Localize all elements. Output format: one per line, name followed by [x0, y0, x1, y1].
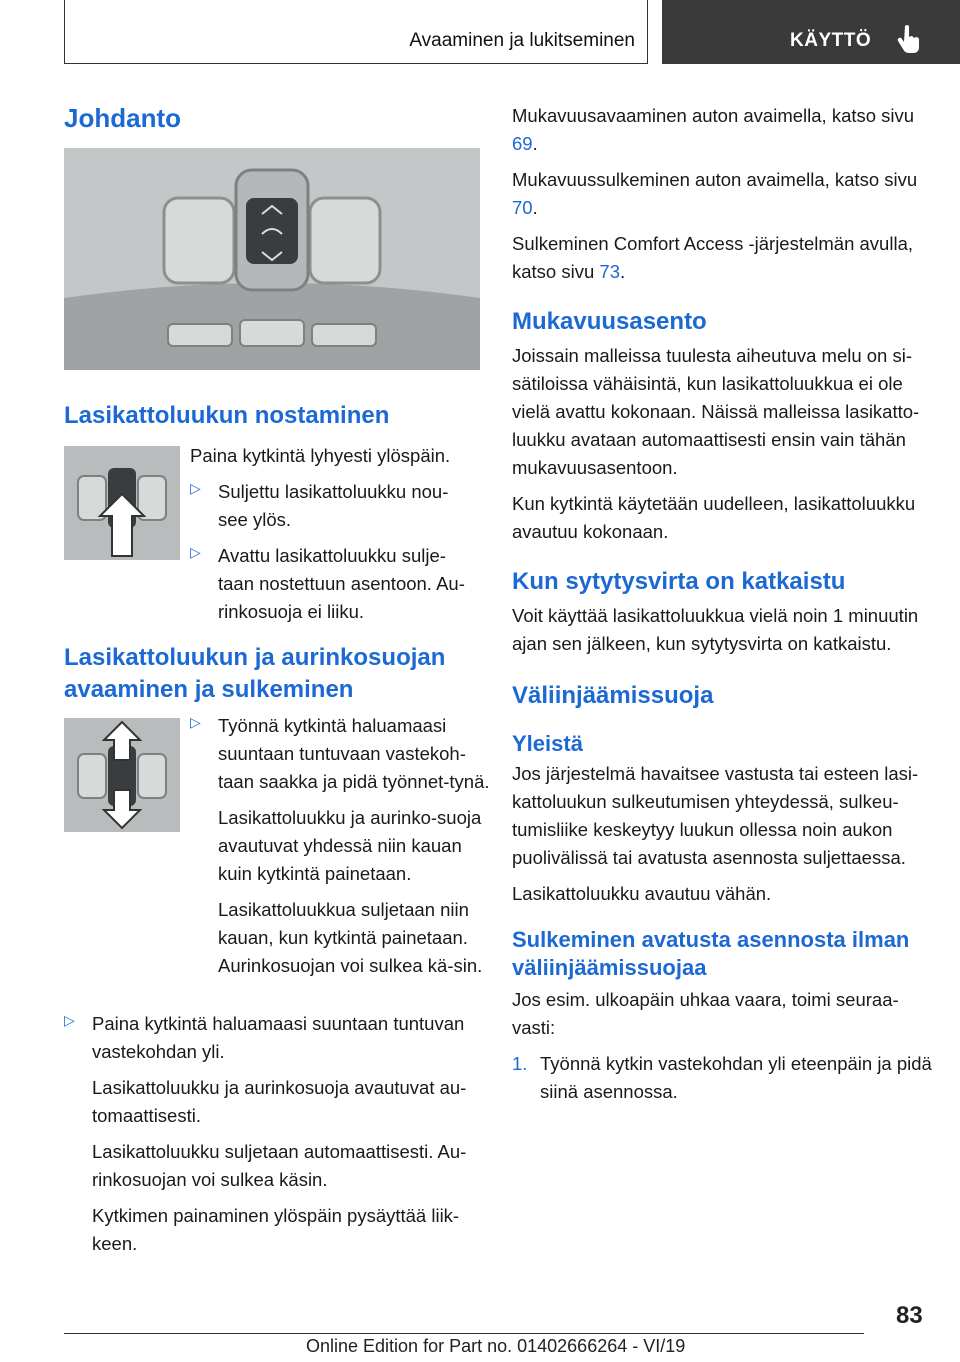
page-link-69[interactable]: 69 — [512, 133, 533, 154]
lift-instruction: Paina kytkintä lyhyesti ylöspäin. — [190, 445, 451, 466]
switch-open-close-photo — [64, 718, 180, 832]
open-bullet-1: ▷ Työnnä kytkintä haluamaasi suuntaan tuntuvaan vastekoh-taan saakka ja pidä työnnet-tynä. Lasikattoluukku ja aurinko-suoja avautuvat yhdessä niin kauan kuin kytkintä painetaan. Lasikattoluukkua suljetaan niin kauan, kun kytkintä painetaan. Aurinkosuojan voi sulkea kä-sin. — [190, 714, 490, 976]
footer-divider — [64, 1333, 864, 1334]
ignition-paragraph: Voit käyttää lasikattoluukkua vielä noin 1 minuutin ajan sen jälkeen, kun sytytysvirta on katkaistu. — [512, 605, 919, 654]
bullet-triangle-icon: ▷ — [190, 480, 201, 496]
heading-lift: Lasikattoluukun nostaminen — [64, 402, 390, 429]
heading-comfort-position: Mukavuusasento — [512, 308, 707, 335]
general-paragraph-2: Lasikattoluukku avautuu vähän. — [512, 883, 772, 904]
heading-general: Yleistä — [512, 731, 583, 756]
heading-closing-without-protection: Sulkeminen avatusta asennosta ilman väliinjäämissuojaa — [512, 927, 910, 980]
header-section-title: Avaaminen ja lukitseminen — [409, 30, 635, 51]
switch-open-close-illustration — [64, 718, 180, 832]
comfort-paragraph-2: Kun kytkintä käytetään uudelleen, lasikattoluukku avautuu kokonaan. — [512, 493, 916, 542]
hand-pointer-icon — [896, 24, 922, 54]
closing-paragraph: Jos esim. ulkoapäin uhkaa vaara, toimi seuraa-vasti: — [512, 989, 899, 1038]
open-bullet-2: ▷ Paina kytkintä haluamaasi suuntaan tuntuvan vastekohdan yli. Lasikattoluukku ja aurinkosuoja avautuvat au-tomaattisesti. Lasikattoluukku suljetaan automaattisesti. Au-rinkosuojan voi sulkea käsin. Kytkimen painaminen ylöspäin pysäyttää liik-keen. — [64, 1012, 467, 1254]
heading-pinch-protection: Väliinjäämissuoja — [512, 682, 714, 709]
switch-lift-photo — [64, 446, 180, 560]
bullet-triangle-icon: ▷ — [190, 714, 201, 730]
ref-comfort-close: Mukavuussulkeminen auton avaimella, katso sivu 70. — [512, 169, 918, 218]
page-link-70[interactable]: 70 — [512, 197, 533, 218]
header-chapter-title: KÄYTTÖ — [790, 30, 872, 51]
general-paragraph-1: Jos järjestelmä havaitsee vastusta tai esteen lasi-kattoluukun sulkeutumisen yhteydessä, sulkeu-tumisliike keskeytyy luukun ollessa noin aukon puolivälissä tai avatusta asennosta suljettaessa. — [512, 763, 919, 868]
heading-open-close: Lasikattoluukun ja aurinkosuojan avaaminen ja sulkeminen — [64, 644, 446, 703]
header-chapter-tab — [662, 0, 960, 64]
lift-bullet-1: ▷ Suljettu lasikattoluukku nou- see ylös. — [190, 480, 449, 530]
switch-lift-illustration — [64, 446, 180, 560]
overhead-console-illustration — [64, 148, 480, 370]
step-number: 1. — [512, 1053, 528, 1074]
page-link-73[interactable]: 73 — [599, 261, 620, 282]
lift-bullet-2: ▷ Avattu lasikattoluukku sulje- taan nostettuun asentoon. Au- rinkosuoja ei liiku. — [190, 544, 465, 622]
ref-comfort-open: Mukavuusavaaminen auton avaimella, katso sivu 69. — [512, 105, 915, 154]
bullet-triangle-icon: ▷ — [190, 544, 201, 560]
overhead-console-photo — [64, 148, 480, 370]
comfort-paragraph-1: Joissain malleissa tuulesta aiheutuva melu on si-sätiloissa vähäisintä, kun lasikattoluukkua ei ole vielä avattu kokonaan. Näissä malleissa lasikatto-luukku avataan automaattisesti ensin vain tähän mukavuusasentoon. — [512, 345, 920, 478]
page-number: 83 — [896, 1302, 923, 1329]
header-section-box — [64, 0, 648, 64]
heading-introduction: Johdanto — [64, 103, 181, 133]
closing-step-1: 1. Työnnä kytkin vastekohdan yli eteenpäin ja pidä siinä asennossa. — [512, 1050, 932, 1106]
ref-comfort-access: Sulkeminen Comfort Access -järjestelmän avulla, katso sivu 73. — [512, 233, 913, 282]
footer-edition: Online Edition for Part no. 01402666264 - VI/19 — [306, 1336, 686, 1356]
heading-ignition-off: Kun sytytysvirta on katkaistu — [512, 568, 846, 595]
bullet-triangle-icon: ▷ — [64, 1012, 75, 1028]
